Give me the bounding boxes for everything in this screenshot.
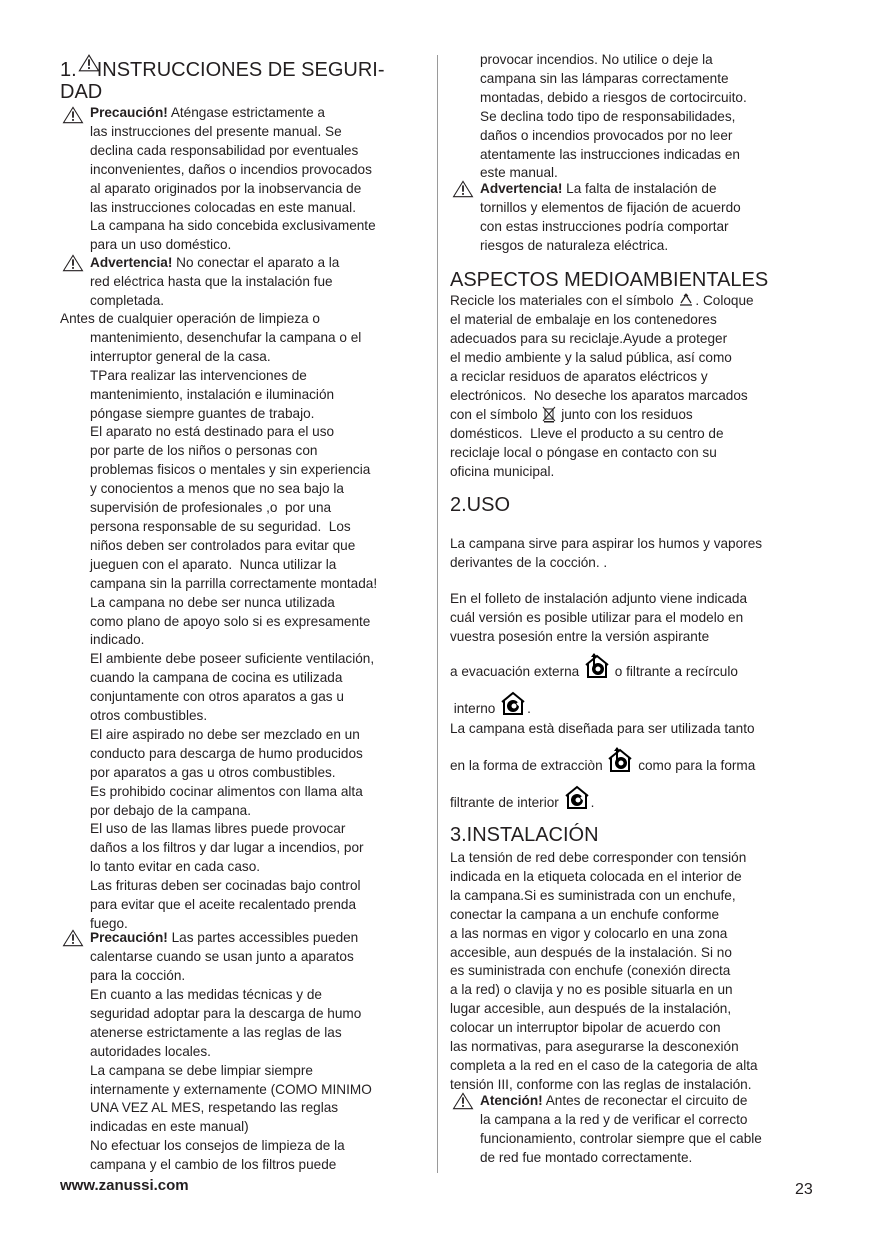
caution-label: Precaución! xyxy=(90,930,168,945)
use-text: o filtrante a recírculo xyxy=(611,664,738,679)
caution-text-cont: las instrucciones del presente manual. Se declina cada responsabilidad por eventuales inconvenientes, daños o incendios provocados al aparato originados por la inobservancia de las instrucciones colocadas en este manual. La campana ha sido concebida exclusivamente para un uso doméstico. xyxy=(90,123,376,253)
warning-icon xyxy=(62,254,84,272)
use-line xyxy=(450,700,531,719)
env-text: junto con los residuos domésticos. Lleve el producto a su centro de reciclaje local o póngase en contacto con su oficina municipal. xyxy=(450,407,724,480)
warning-text: La falta de instalación de xyxy=(562,181,717,196)
crossed-bin-icon xyxy=(541,405,557,423)
external-extraction-icon xyxy=(606,747,634,773)
env-text: Recicle los materiales con el símbolo xyxy=(450,293,678,308)
safety-body: Antes de cualquier operación de limpieza o mantenimiento, desenchufar la campana o el interruptor general de la casa. TPara realizar las intervenciones de mantenimiento, instalación e iluminación póngase siempre guantes de trabajo. El aparato no está destinado para el uso por parte de los niños o personas con problemas fisicos o mentales y sin experiencia y conocientos a menos que no sea bajo la supervisión de profesionales ,o por una persona responsable de su seguridad. Los niños deben ser controlados para evitar que jueguen con el aparato. Nunca utilizar la campana sin la parrilla correctamente montada! La campana no debe ser nunca utilizada como plano de apoyo solo si es expresamente indicado. El ambiente debe poseer suficiente ventilación, cuando la campana de cocina es utilizada conjuntamente con otros aparatos a gas u otros combustibles. El aire aspirado no debe ser mezclado en un conducto para descarga de humo producidos por aparatos a gas u otros combustibles. Es prohibido cocinar alimentos con llama alta por debajo de la campana. El uso de las llamas libres puede provocar daños a los filtros y dar lugar a incendios, por lo tanto evitar en cada caso. Las frituras deben ser cocinadas bajo control para evitar que el aceite recalentado prenda fuego. xyxy=(60,311,378,931)
warning-text-cont: red eléctrica hasta que la instalación fue completada. xyxy=(90,273,333,308)
caution-note-hot-parts xyxy=(90,929,358,986)
attention-note xyxy=(480,1092,762,1168)
warning-label: Advertencia! xyxy=(90,255,173,270)
warning-text-cont: tornillos y elementos de fijación de acuerdo con estas instrucciones podría comportar riesgos de naturaleza eléctrica. xyxy=(480,199,741,253)
heading-text: INSTRUCCIONES DE SEGURI- DAD xyxy=(60,59,385,103)
heading-number: 1. xyxy=(60,59,77,81)
section-heading-installation: 3.INSTALACIÓN xyxy=(450,824,599,846)
use-text: en la forma de extracciòn xyxy=(450,758,607,773)
caution-label: Precaución! xyxy=(90,105,168,120)
warning-text: No conectar el aparato a la xyxy=(172,255,340,270)
use-line xyxy=(450,757,755,776)
use-paragraph-1: La campana sirve para aspirar los humos y vapores derivantes de la cocción. . xyxy=(450,536,763,570)
use-text: a evacuación externa xyxy=(450,664,584,679)
attention-text: Antes de reconectar el circuito de xyxy=(542,1093,748,1108)
cleaning-body: En cuanto a las medidas técnicas y de seguridad adoptar para la descarga de humo atenerse estrictamente a las reglas de las autoridades locales. La campana se debe limpiar siempre internamente y externamente (COMO MINIMO UNA VEZ AL MES, respetando las reglas indicadas en este manual) No efectuar los consejos de limpieza de la campana y el cambio de los filtros puede xyxy=(90,987,372,1173)
recirculation-icon xyxy=(499,690,527,716)
use-text: . xyxy=(590,795,595,810)
environment-body xyxy=(450,292,754,482)
use-text: . xyxy=(527,701,531,716)
attention-label: Atención! xyxy=(480,1093,543,1108)
warning-note xyxy=(90,254,339,311)
warning-icon xyxy=(62,929,84,947)
use-text: como para la forma xyxy=(634,758,756,773)
warning-icon xyxy=(452,180,474,198)
page-number: 23 xyxy=(795,1181,813,1198)
env-text: . Coloque el material de embalaje en los contenedores adecuados para su reciclaje.Ayude a proteger el medio ambiente y la salud pública, así como a reciclar residuos de aparatos eléctricos y electrónicos. No deseche los aparatos marcados con el símbolo xyxy=(450,293,754,423)
warning-icon xyxy=(452,1092,474,1110)
external-extraction-icon xyxy=(583,653,611,679)
caution-text: Aténgase estrictamente a xyxy=(167,105,325,120)
use-line xyxy=(450,663,738,682)
column-divider xyxy=(437,55,438,1173)
warning-icon xyxy=(62,106,84,124)
footer-url[interactable]: www.zanussi.com xyxy=(60,1177,189,1194)
use-paragraph-2: En el folleto de instalación adjunto viene indicada cuál versión es posible utilizar para el modelo en vuestra posesión entre la versión aspirante xyxy=(450,591,748,644)
safety-body-cont: provocar incendios. No utilice o deje la campana sin las lámparas correctamente montadas, debido a riesgos de cortocircuito. Se declina todo tipo de responsabilidades, daños o incendios provocados por no leer atentamente las instrucciones indicadas en este manual. xyxy=(480,52,747,181)
use-line: La campana està diseñada para ser utilizada tanto xyxy=(450,721,755,736)
section-heading-environment: ASPECTOS MEDIOAMBIENTALES xyxy=(450,269,769,291)
use-text: filtrante de interior xyxy=(450,795,563,810)
warning-label: Advertencia! xyxy=(480,181,563,196)
recirculation-icon xyxy=(563,784,591,810)
use-text: interno xyxy=(450,701,500,716)
section-heading-safety xyxy=(60,59,385,103)
recycle-icon xyxy=(677,293,695,309)
warning-note-fixings xyxy=(480,180,741,256)
attention-text-cont: la campana a la red y de verificar el correcto funcionamiento, controlar siempre que el cable de red fue montado correctamente. xyxy=(480,1111,762,1165)
section-heading-use: 2.USO xyxy=(450,494,511,516)
installation-body: La tensión de red debe corresponder con tensión indicada en la etiqueta colocada en el interior de la campana.Si es suministrada con un enchufe, conectar la campana a un enchufe conforme a las normas en vigor y colocarlo en una zona accesible, aun después de la instalación. Si no es suministrada con enchufe (conexión directa a la red) o clavija y no es posible situarla en un lugar accesible, aun después de la instalación, colocar un interruptor bipolar de acuerdo con las normativas, para asegurarse la desconexión completa a la red en el caso de la categoria de alta tensión III, conforme con las reglas de instalación. xyxy=(450,850,758,1092)
caution-note xyxy=(90,104,376,255)
use-line xyxy=(450,794,594,813)
warning-icon xyxy=(78,53,100,73)
caution-text-cont: calentarse cuando se usan junto a aparatos para la cocción. xyxy=(90,948,354,983)
caution-text: Las partes accessibles pueden xyxy=(167,930,359,945)
